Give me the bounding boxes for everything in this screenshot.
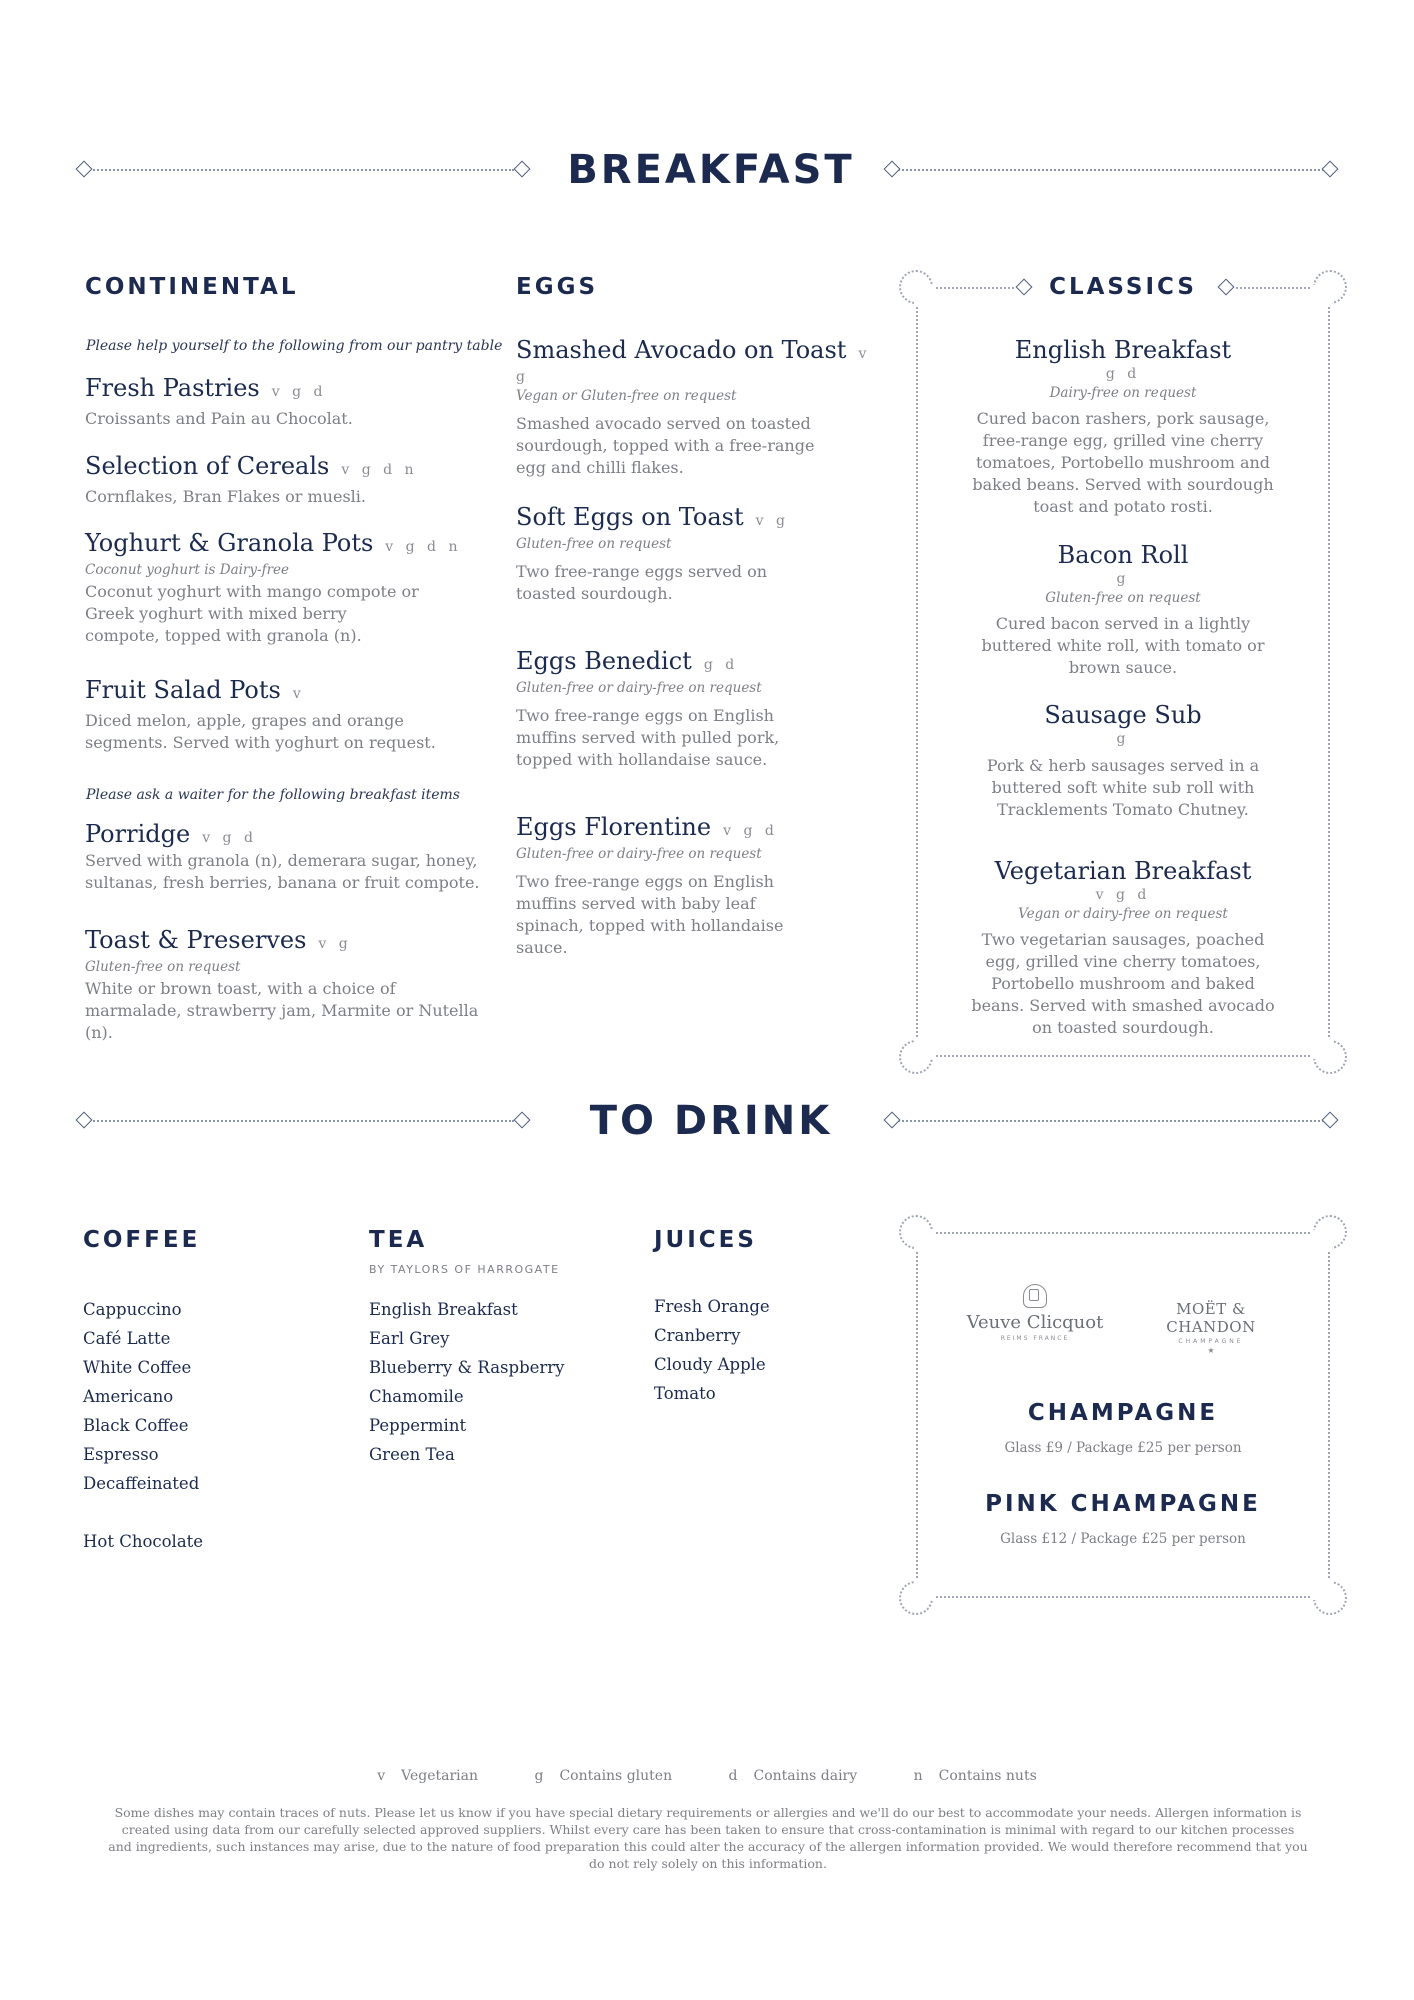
diet-tags: v g d: [1095, 887, 1151, 903]
menu-item: [85, 450, 485, 508]
menu-item: [938, 855, 1308, 1039]
menu-item: [85, 372, 485, 430]
logo-subtext: CHAMPAGNE: [1178, 1338, 1244, 1345]
list-item: Fresh Orange: [654, 1297, 770, 1316]
legend-entry: d Contains dairy: [728, 1768, 858, 1784]
star-icon: ★: [1207, 1346, 1215, 1355]
menu-item: [516, 501, 876, 605]
item-description: Cured bacon served in a lightly buttered white roll, with tomato or brown sauce.: [981, 614, 1265, 677]
item-description: Two free-range eggs on English muffins served with pulled pork, topped with hollandaise sauce.: [516, 706, 780, 769]
menu-item: [516, 334, 876, 479]
pantry-note: Please help yourself to the following from our pantry table: [86, 338, 503, 354]
diet-tags: v g d: [271, 384, 327, 400]
item-subnote: Vegan or dairy-free on request: [1018, 906, 1228, 922]
diet-tags: v g d n: [341, 462, 418, 478]
item-subnote: Gluten-free or dairy-free on request: [516, 846, 762, 862]
item-subnote: Dairy-free on request: [1049, 385, 1197, 401]
breakfast-title-rule: [78, 140, 1344, 200]
list-item: Cloudy Apple: [654, 1355, 766, 1374]
drink-title-rule: [78, 1091, 1344, 1151]
list-item: Green Tea: [369, 1445, 455, 1464]
menu-item: [85, 674, 485, 754]
veuve-clicquot-logo: [960, 1284, 1110, 1342]
menu-item: [938, 539, 1308, 679]
item-subnote: Gluten-free on request: [85, 959, 241, 975]
diet-tags: v g: [516, 346, 871, 385]
legend-entry: n Contains nuts: [913, 1768, 1037, 1784]
list-item: Black Coffee: [83, 1416, 189, 1435]
diet-tags: v g d: [202, 830, 257, 846]
coffee-heading: COFFEE: [83, 1227, 201, 1253]
logo-text: Veuve Clicquot: [966, 1312, 1104, 1333]
item-name: Fruit Salad Pots: [85, 676, 281, 704]
pink-champagne-title: PINK CHAMPAGNE: [985, 1491, 1261, 1517]
item-description: Cornflakes, Bran Flakes or muesli.: [85, 487, 366, 506]
list-item: Americano: [83, 1387, 174, 1406]
item-name: Toast & Preserves: [85, 926, 307, 954]
diet-tags: g: [1116, 571, 1130, 587]
menu-item: [516, 645, 876, 771]
item-description: Coconut yoghurt with mango compote or Greek yoghurt with mixed berry compote, topped with granola (n).: [85, 582, 419, 645]
diet-tags: v g: [318, 936, 352, 952]
item-description: Two vegetarian sausages, poached egg, grilled vine cherry tomatoes, Portobello mushroom and baked beans. Served with smashed avocado on toasted sourdough.: [971, 930, 1275, 1037]
item-name: Smashed Avocado on Toast: [516, 336, 847, 364]
list-item: English Breakfast: [369, 1300, 518, 1319]
crest-icon: [1023, 1284, 1047, 1308]
logo-subtext: REIMS FRANCE: [1000, 1335, 1070, 1342]
item-description: Croissants and Pain au Chocolat.: [85, 409, 353, 428]
menu-item: [938, 699, 1308, 821]
item-name: Eggs Florentine: [516, 813, 712, 841]
tea-subheading: BY TAYLORS OF HARROGATE: [369, 1263, 560, 1276]
list-item: Peppermint: [369, 1416, 467, 1435]
logo-text: MOËT & CHANDON: [1166, 1300, 1256, 1336]
item-subnote: Vegan or Gluten-free on request: [516, 388, 737, 404]
item-subnote: Gluten-free or dairy-free on request: [516, 680, 762, 696]
list-item: Earl Grey: [369, 1329, 450, 1348]
menu-item: [85, 818, 485, 894]
item-name: Porridge: [85, 820, 191, 848]
diet-tags: g: [1116, 731, 1130, 747]
juices-list: [654, 1292, 770, 1408]
list-item: Cranberry: [654, 1326, 741, 1345]
list-item: Blueberry & Raspberry: [369, 1358, 565, 1377]
drink-title: TO DRINK: [589, 1098, 833, 1144]
diet-tags: v g d: [723, 823, 778, 839]
menu-item: [85, 527, 485, 647]
list-item: Hot Chocolate: [83, 1532, 204, 1551]
dietary-legend: [0, 1768, 1414, 1784]
item-description: White or brown toast, with a choice of marmalade, strawberry jam, Marmite or Nutella (n).: [85, 979, 479, 1042]
item-description: Two free-range eggs served on toasted sourdough.: [516, 562, 768, 603]
item-name: Vegetarian Breakfast: [994, 857, 1252, 885]
item-description: Served with granola (n), demerara sugar, honey, sultanas, fresh berries, banana or fruit compote.: [85, 851, 480, 892]
champagne-box: [916, 1232, 1330, 1598]
item-description: Smashed avocado served on toasted sourdough, topped with a free-range egg and chilli flakes.: [516, 414, 815, 477]
item-subnote: Gluten-free on request: [516, 536, 672, 552]
allergen-disclaimer: Some dishes may contain traces of nuts. Please let us know if you have special dietary requirements or allergies and we'll do our best to accommodate your needs. Allergen information is created using data from our carefully selected approved suppliers. Whilst every care has been taken to ensure that cross-contamination is minimal with regard to our kitchen processes and ingredients, such instances may arise, due to the nature of food preparation this could alter the accuracy of the allergen information provided. We would therefore recommend that you do not rely solely on this information.: [108, 1805, 1308, 1871]
legend-entry: v Vegetarian: [377, 1768, 479, 1784]
moet-chandon-logo: [1136, 1300, 1286, 1355]
item-name: English Breakfast: [1014, 336, 1232, 364]
list-item: Café Latte: [83, 1329, 171, 1348]
coffee-list: [83, 1295, 203, 1556]
menu-item: [938, 334, 1308, 518]
list-item: Espresso: [83, 1445, 159, 1464]
item-description: Cured bacon rashers, pork sausage, free-range egg, grilled vine cherry tomatoes, Portobello mushroom and baked beans. Served with sourdough toast and potato rosti.: [972, 409, 1274, 516]
tea-list: [369, 1295, 565, 1469]
item-name: Yoghurt & Granola Pots: [85, 529, 374, 557]
classics-heading: CLASSICS: [1049, 274, 1197, 300]
list-item: White Coffee: [83, 1358, 192, 1377]
diet-tags: g d: [1105, 366, 1141, 382]
champagne-title: CHAMPAGNE: [1027, 1400, 1219, 1426]
diet-tags: v g: [755, 513, 789, 529]
legend-entry: g Contains gluten: [534, 1768, 673, 1784]
item-name: Sausage Sub: [1044, 701, 1202, 729]
menu-item: [85, 924, 485, 1044]
juices-heading: JUICES: [654, 1227, 757, 1253]
classics-box: [916, 274, 1330, 1057]
item-description: Pork & herb sausages served in a buttered soft white sub roll with Tracklements Tomato Chutney.: [986, 756, 1260, 819]
tea-heading: TEA: [369, 1227, 428, 1253]
item-name: Bacon Roll: [1057, 541, 1189, 569]
diet-tags: g d: [703, 657, 739, 673]
diet-tags: v g d n: [385, 539, 462, 555]
item-name: Soft Eggs on Toast: [516, 503, 744, 531]
menu-item: [516, 811, 876, 959]
continental-heading: CONTINENTAL: [85, 274, 299, 300]
pink-champagne-price: Glass £12 / Package £25 per person: [1000, 1531, 1246, 1547]
list-item: Tomato: [654, 1384, 716, 1403]
item-subnote: Coconut yoghurt is Dairy-free: [85, 562, 290, 578]
breakfast-title: BREAKFAST: [567, 147, 855, 193]
item-description: Two free-range eggs on English muffins served with baby leaf spinach, topped with hollandaise sauce.: [516, 872, 784, 957]
list-item: Chamomile: [369, 1387, 464, 1406]
champagne-price: Glass £9 / Package £25 per person: [1004, 1440, 1242, 1456]
item-description: Diced melon, apple, grapes and orange segments. Served with yoghurt on request.: [85, 711, 436, 752]
list-item: Decaffeinated: [83, 1474, 200, 1493]
item-name: Fresh Pastries: [85, 374, 260, 402]
list-item: Cappuccino: [83, 1300, 182, 1319]
item-name: Selection of Cereals: [85, 452, 330, 480]
item-subnote: Gluten-free on request: [1045, 590, 1201, 606]
waiter-note: Please ask a waiter for the following breakfast items: [86, 787, 460, 803]
item-name: Eggs Benedict: [516, 647, 692, 675]
diet-tags: v: [292, 686, 305, 702]
eggs-heading: EGGS: [516, 274, 599, 300]
